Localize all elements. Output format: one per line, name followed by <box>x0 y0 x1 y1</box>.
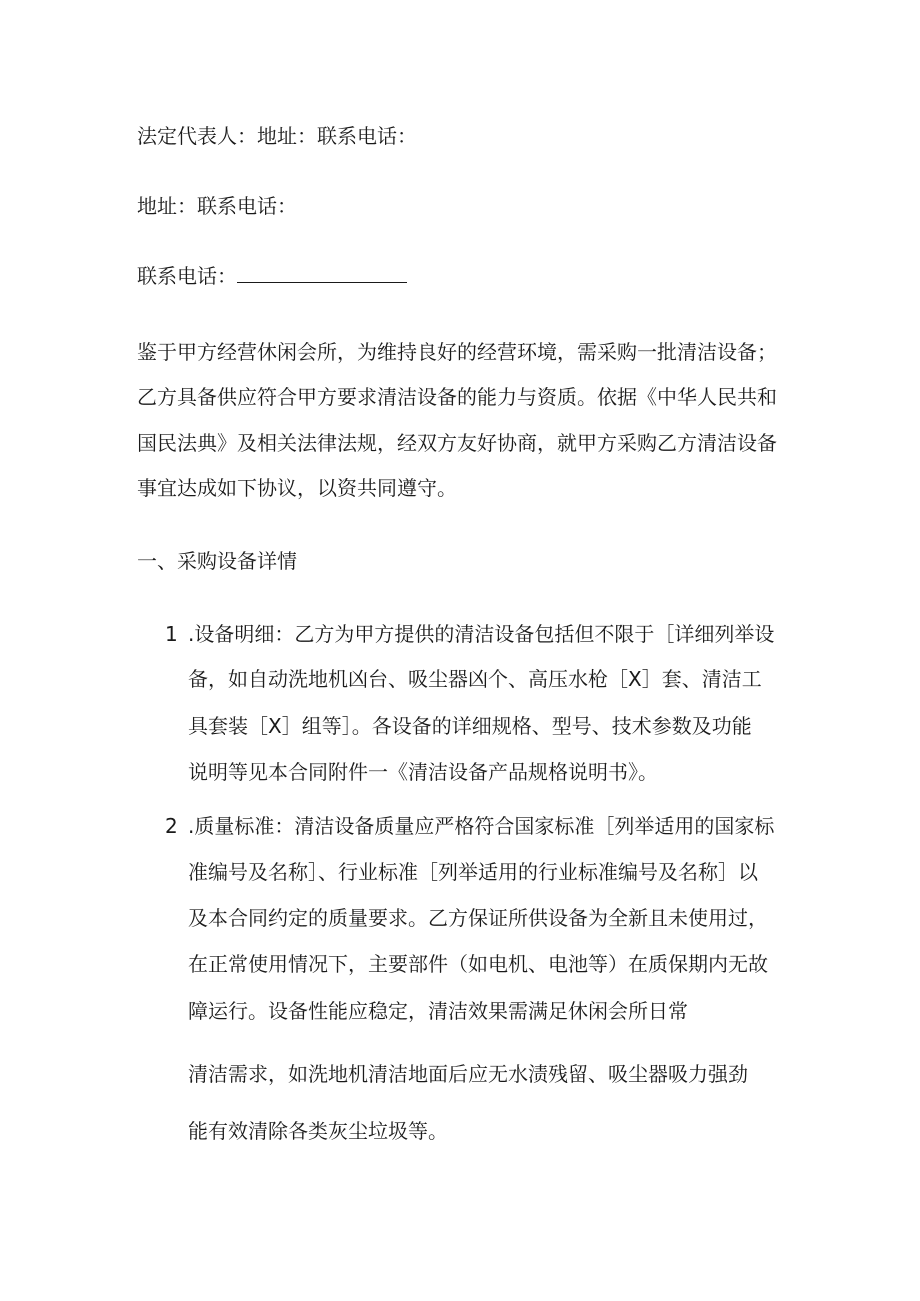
item-line: 准编号及名称］、行业标准［列举适用的行业标准编号及名称］以 <box>188 860 758 884</box>
item-number: 1 <box>165 622 178 646</box>
preamble-line: 国民法典》及相关法律法规，经双方友好协商，就甲方采购乙方清洁设备 <box>137 431 777 455</box>
item-line: .设备明细：乙方为甲方提供的清洁设备包括但不限于［详细列举设 <box>188 622 775 646</box>
preamble-line: 鉴于甲方经营休闲会所，为维持良好的经营环境，需采购一批清洁设备； <box>137 340 777 364</box>
item-line: 障运行。设备性能应稳定，清洁效果需满足休闲会所日常 <box>188 999 688 1023</box>
header-line-address: 地址：联系电话： <box>137 194 297 218</box>
preamble-line: 事宜达成如下协议，以资共同遵守。 <box>137 476 457 500</box>
header-line-phone <box>137 262 407 290</box>
phone-label: 联系电话： <box>137 264 237 288</box>
phone-blank <box>237 264 407 283</box>
item-line: 及本合同约定的质量要求。乙方保证所供设备为全新且未使用过， <box>188 906 768 930</box>
item-line: 能有效清除各类灰尘垃圾等。 <box>188 1119 448 1143</box>
item-line: 备，如自动洗地机凶台、吸尘器凶个、高压水枪［X］套、清洁工 <box>188 667 762 691</box>
item-line: 说明等见本合同附件一《清洁设备产品规格说明书》。 <box>188 760 658 784</box>
item-line: 在正常使用情况下，主要部件（如电机、电池等）在质保期内无故 <box>188 952 768 976</box>
preamble-line: 乙方具备供应符合甲方要求清洁设备的能力与资质。依据《中华人民共和 <box>137 385 777 409</box>
section-heading: 一、采购设备详情 <box>137 549 297 573</box>
header-line-legal-rep: 法定代表人：地址：联系电话： <box>137 124 417 148</box>
item-line: 具套装［X］组等］。各设备的详细规格、型号、技术参数及功能 <box>188 714 752 738</box>
item-number: 2 <box>165 814 178 838</box>
item-line: 清洁需求，如洗地机清洁地面后应无水渍残留、吸尘器吸力强劲 <box>188 1062 748 1086</box>
item-line: .质量标准：清洁设备质量应严格符合国家标准［列举适用的国家标 <box>188 814 775 838</box>
